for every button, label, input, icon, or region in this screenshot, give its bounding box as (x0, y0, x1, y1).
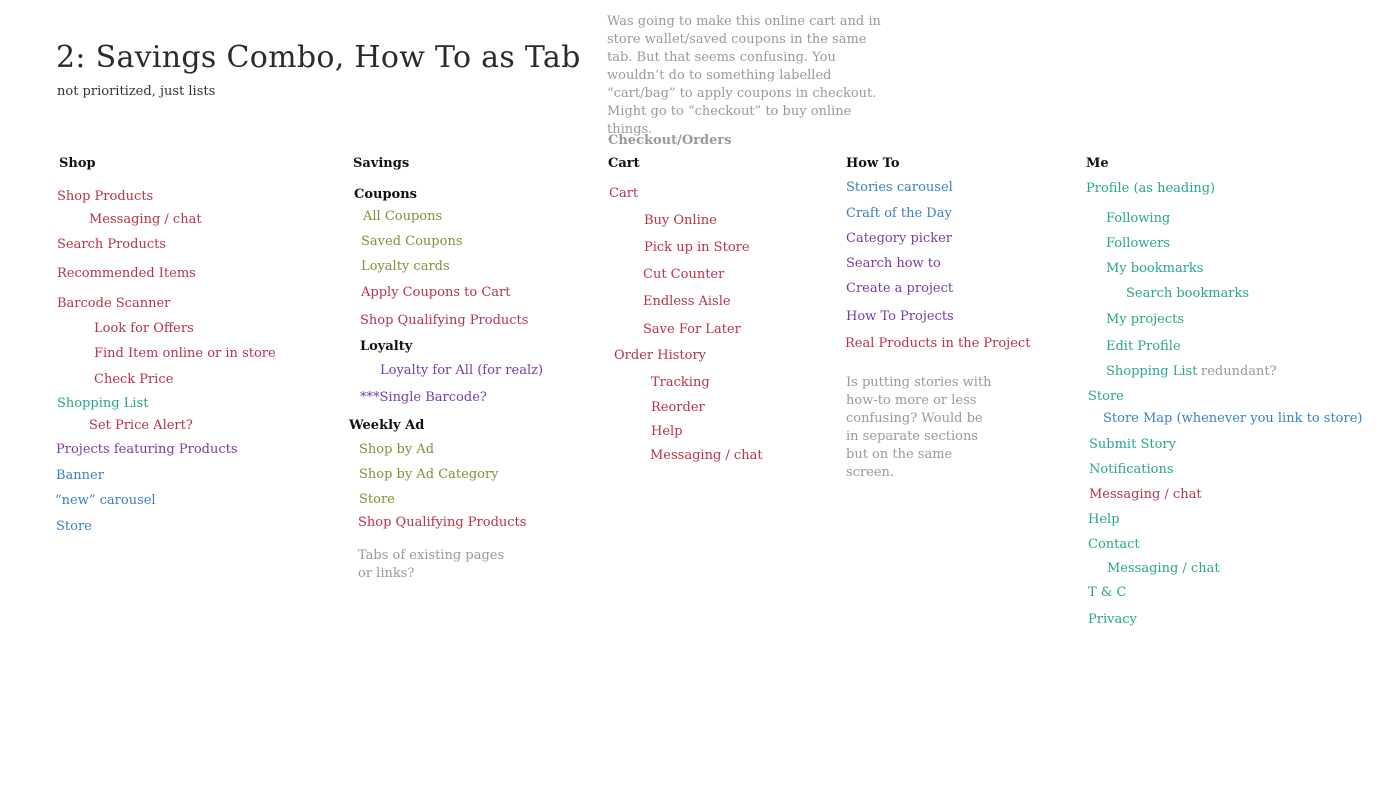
cart-item[interactable]: Save For Later (643, 322, 741, 337)
me-item[interactable]: Notifications (1089, 462, 1174, 477)
howto-item[interactable]: Craft of the Day (846, 206, 952, 221)
coupon-item[interactable]: Saved Coupons (361, 234, 463, 249)
cart-item[interactable]: Cut Counter (643, 267, 725, 282)
me-item[interactable]: Store (1088, 389, 1124, 404)
shop-item[interactable]: Projects featuring Products (56, 442, 238, 457)
shop-item[interactable]: Store (56, 519, 92, 534)
cart-item[interactable]: Pick up in Store (644, 240, 750, 255)
me-item[interactable]: Search bookmarks (1126, 286, 1250, 301)
howto-item[interactable]: Create a project (846, 281, 954, 296)
shop-item[interactable]: Recommended Items (57, 266, 196, 281)
me-heading: Me (1086, 156, 1109, 171)
cart-item[interactable]: Buy Online (644, 213, 717, 228)
cart-item[interactable]: Help (651, 424, 683, 439)
loyalty-item[interactable]: Loyalty for All (for realz) (380, 363, 544, 378)
howto-item[interactable]: Category picker (846, 231, 952, 246)
shop-item[interactable]: Shop Products (57, 189, 154, 204)
page-title: 2: Savings Combo, How To as Tab (56, 40, 581, 75)
howto-note: Is putting stories with how-to more or less confusing? Would be in separate sections but on the same screen. (846, 375, 992, 480)
cart-item[interactable]: Order History (614, 348, 707, 363)
me-item[interactable]: Privacy (1088, 612, 1137, 627)
checkout-orders-label: Checkout/Orders (608, 133, 732, 148)
shop-heading: Shop (59, 156, 96, 171)
me-item[interactable]: Followers (1106, 236, 1170, 251)
me-item[interactable]: Store Map (whenever you link to store) (1103, 411, 1363, 426)
loyalty-heading: Loyalty (360, 339, 413, 354)
me-item[interactable]: Profile (as heading) (1086, 181, 1216, 196)
me-item[interactable]: My projects (1106, 312, 1185, 327)
savings-note: Tabs of existing pages or links? (358, 548, 505, 581)
me-item[interactable]: Following (1106, 211, 1171, 226)
weekly-ad-heading: Weekly Ad (349, 418, 425, 433)
me-item[interactable]: Messaging / chat (1089, 487, 1202, 502)
weekly-item[interactable]: Shop by Ad (359, 442, 435, 457)
shop-item[interactable]: Search Products (57, 237, 167, 252)
shop-item[interactable]: Messaging / chat (89, 212, 202, 227)
cart-item[interactable]: Endless Aisle (643, 294, 731, 309)
me-item[interactable]: T & C (1088, 585, 1127, 600)
howto-heading: How To (846, 156, 900, 171)
savings-heading: Savings (353, 156, 410, 171)
weekly-item[interactable]: Shop Qualifying Products (358, 515, 527, 530)
shop-item[interactable]: Banner (56, 468, 104, 483)
me-item[interactable]: Submit Story (1089, 437, 1176, 452)
howto-item[interactable]: How To Projects (846, 309, 954, 324)
loyalty-item[interactable]: ***Single Barcode? (360, 390, 487, 405)
coupon-item[interactable]: Shop Qualifying Products (360, 313, 529, 328)
me-item[interactable]: Help (1088, 512, 1120, 527)
shop-item[interactable]: Check Price (94, 372, 174, 387)
coupons-heading: Coupons (354, 187, 418, 202)
me-item[interactable]: Contact (1088, 537, 1140, 552)
cart-item[interactable]: Cart (609, 186, 639, 201)
shop-item[interactable]: “new” carousel (55, 493, 156, 508)
cart-item[interactable]: Tracking (651, 375, 710, 390)
coupon-item[interactable]: All Coupons (363, 209, 443, 224)
coupon-item[interactable]: Apply Coupons to Cart (361, 285, 511, 300)
me-item[interactable]: Edit Profile (1106, 339, 1181, 354)
howto-item[interactable]: Search how to (846, 256, 941, 271)
shop-item[interactable]: Find Item online or in store (94, 346, 276, 361)
shop-item[interactable]: Barcode Scanner (57, 296, 171, 311)
howto-item[interactable]: Real Products in the Project (845, 336, 1031, 351)
weekly-item[interactable]: Store (359, 492, 395, 507)
weekly-item[interactable]: Shop by Ad Category (359, 467, 499, 482)
me-item[interactable]: My bookmarks (1106, 261, 1204, 276)
coupon-item[interactable]: Loyalty cards (361, 259, 450, 274)
me-item[interactable]: Shopping List (1106, 364, 1198, 379)
howto-item[interactable]: Stories carousel (846, 180, 953, 195)
me-note: redundant? (1201, 364, 1277, 379)
shop-item[interactable]: Shopping List (57, 396, 149, 411)
top-note: Was going to make this online cart and in store wallet/saved coupons in the same tab. But that seems confusing. You wouldn’t do to something labelled “cart/bag” to apply coupons in checkout. Might go to “checkout” to buy online things. (607, 14, 881, 137)
cart-heading: Cart (608, 156, 640, 171)
me-item[interactable]: Messaging / chat (1107, 561, 1220, 576)
page-subtitle: not prioritized, just lists (57, 84, 216, 99)
cart-item[interactable]: Reorder (651, 400, 705, 415)
shop-item[interactable]: Set Price Alert? (89, 418, 193, 433)
cart-item[interactable]: Messaging / chat (650, 448, 763, 463)
shop-item[interactable]: Look for Offers (94, 321, 194, 336)
